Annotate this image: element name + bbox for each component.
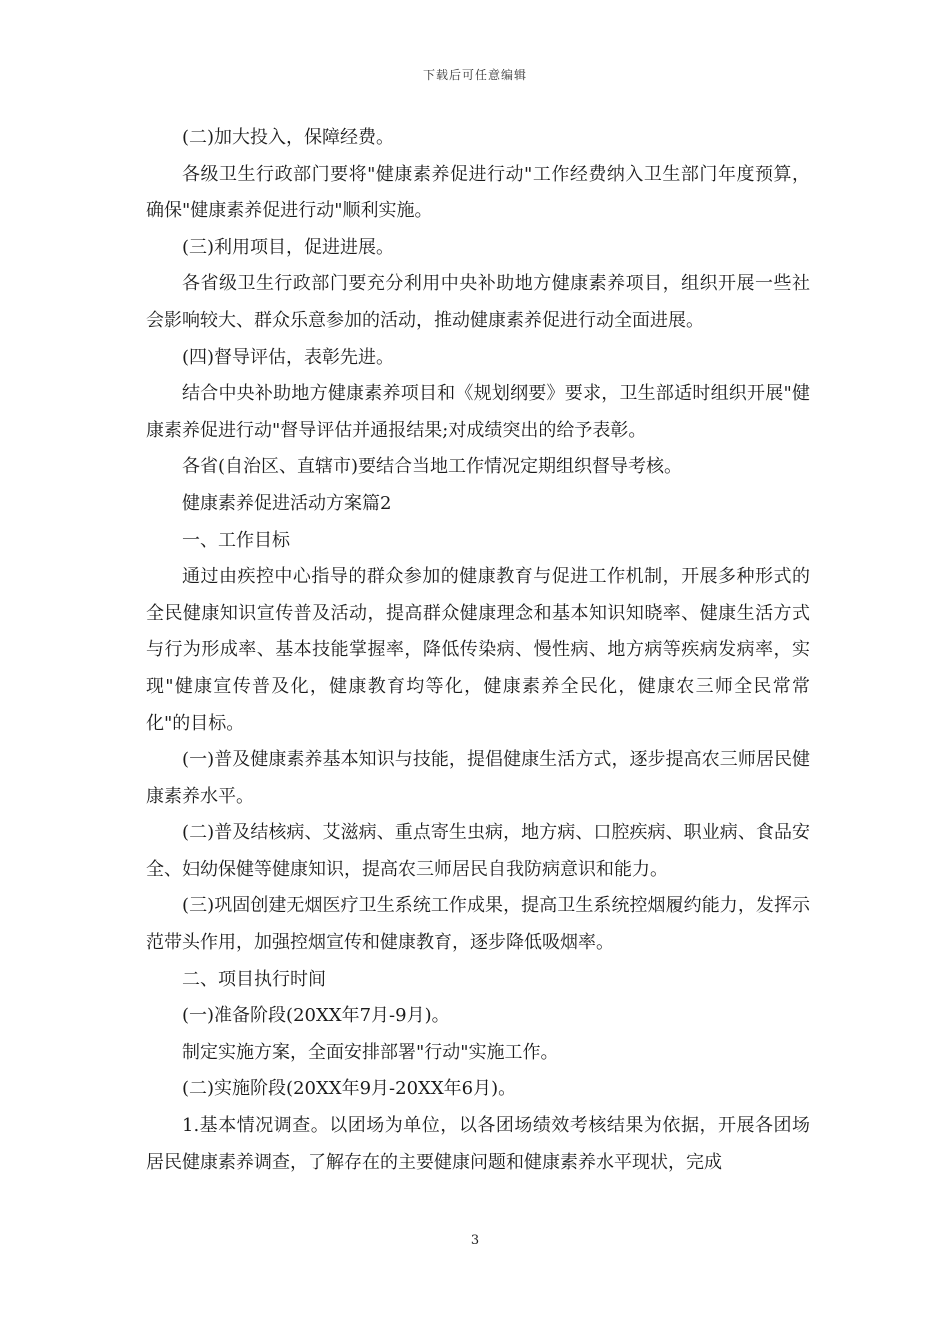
paragraph-section-heading: (二)加大投入，保障经费。 — [182, 127, 395, 148]
paragraph: 结合中央补助地方健康素养项目和《规划纲要》要求，卫生部适时组织开展"健康素养促进行动"督导评估并通报结果;对成绩突出的给予表彰。 — [146, 383, 810, 441]
paragraph-document-title: 健康素养促进活动方案篇2 — [182, 492, 392, 514]
paragraph: 制定实施方案，全面安排部署"行动"实施工作。 — [182, 1041, 559, 1063]
paragraph-section-heading: (四)督导评估，表彰先进。 — [182, 346, 395, 368]
paragraph: 各省(自治区、直辖市)要结合当地工作情况定期组织督导考核。 — [182, 456, 683, 478]
paragraph-section-heading: (一)准备阶段(20XX年7月-9月)。 — [182, 1005, 450, 1027]
paragraph: 1.基本情况调查。以团场为单位，以各团场绩效考核结果为依据，开展各团场居民健康素养调查，了解存在的主要健康问题和健康素养水平现状，完成 — [146, 1115, 810, 1173]
header-note: 下载后可任意编辑 — [422, 68, 527, 82]
paragraph-section-heading: (三)利用项目，促进进展。 — [182, 236, 395, 258]
paragraph-section-heading: (二)实施阶段(20XX年9月-20XX年6月)。 — [182, 1078, 517, 1100]
paragraph: 各省级卫生行政部门要充分利用中央补助地方健康素养项目，组织开展一些社会影响较大、群众乐意参加的活动，推动健康素养促进行动全面进展。 — [146, 273, 810, 331]
paragraph-section-heading: 二、项目执行时间 — [182, 968, 326, 990]
document-body — [146, 120, 810, 1181]
paragraph-section-heading: 一、工作目标 — [182, 529, 290, 551]
paragraph: 通过由疾控中心指导的群众参加的健康教育与促进工作机制，开展多种形式的全民健康知识宣传普及活动，提高群众健康理念和基本知识知晓率、健康生活方式与行为形成率、基本技能掌握率，降低传染病、慢性病、地方病等疾病发病率，实现"健康宣传普及化，健康教育均等化，健康素养全民化，健康农三师全民常常化"的目标。 — [146, 566, 810, 734]
paragraph: (一)普及健康素养基本知识与技能，提倡健康生活方式，逐步提高农三师居民健康素养水平。 — [146, 749, 810, 807]
paragraph: (二)普及结核病、艾滋病、重点寄生虫病，地方病、口腔疾病、职业病、食品安全、妇幼保健等健康知识，提高农三师居民自我防病意识和能力。 — [146, 822, 810, 880]
paragraph: 各级卫生行政部门要将"健康素养促进行动"工作经费纳入卫生部门年度预算，确保"健康素养促进行动"顺利实施。 — [146, 163, 810, 222]
page-number: 3 — [470, 1233, 480, 1248]
paragraph: (三)巩固创建无烟医疗卫生系统工作成果，提高卫生系统控烟履约能力，发挥示范带头作用，加强控烟宣传和健康教育，逐步降低吸烟率。 — [146, 895, 810, 954]
